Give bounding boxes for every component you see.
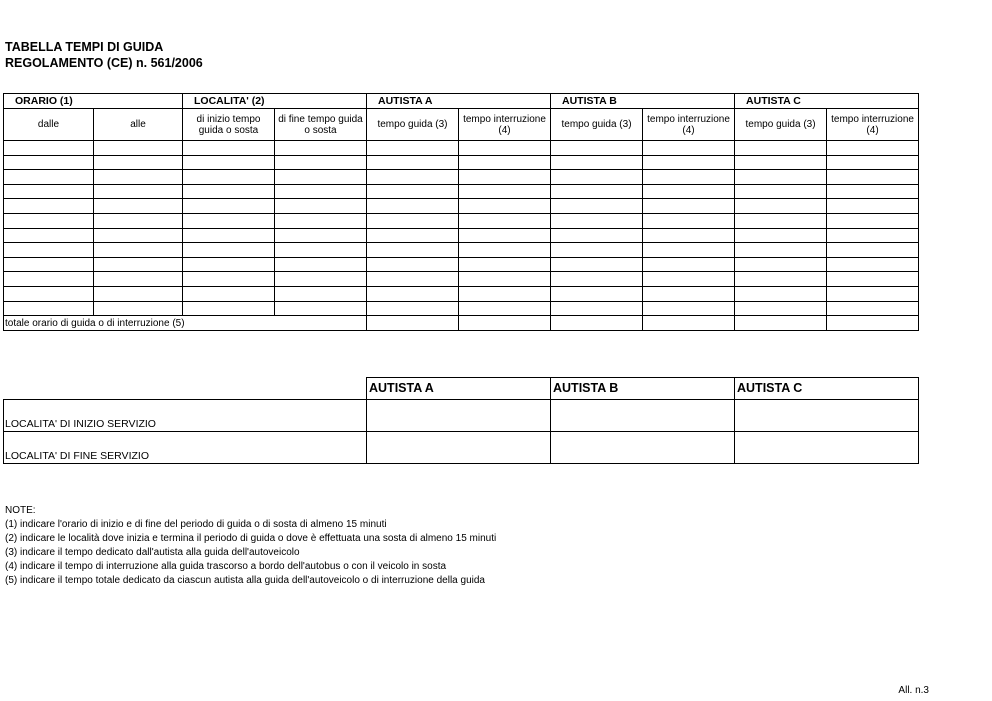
entry-cell[interactable] [735,286,827,301]
entry-cell[interactable] [183,141,275,156]
entry-cell[interactable] [827,170,919,185]
total-cell[interactable] [643,316,735,331]
entry-cell[interactable] [4,184,94,199]
entry-cell[interactable] [94,141,183,156]
entry-cell[interactable] [643,199,735,214]
entry-cell[interactable] [94,286,183,301]
entry-cell[interactable] [183,228,275,243]
entry-cell[interactable] [367,213,459,228]
entry-cell[interactable] [827,155,919,170]
notes-heading: NOTE: [5,505,36,516]
entry-cell[interactable] [551,228,643,243]
entry-cell[interactable] [275,272,367,287]
entry-row [4,228,919,243]
entry-cell[interactable] [275,301,367,316]
service-end-row [4,432,919,464]
total-label: totale orario di guida o di interruzione (5) [4,316,367,331]
column-header-dalle: dalle [4,109,94,141]
service-start-row [4,400,919,432]
note-item: (1) indicare l'orario di inizio e di fine del periodo di guida o di sosta di almeno 15 minuti [5,519,387,530]
column-header-b-tempo-interruzione: tempo interruzione (4) [643,109,735,141]
service-start-cell-a[interactable] [367,400,551,432]
entry-cell[interactable] [735,141,827,156]
entry-cell[interactable] [643,141,735,156]
entry-cell[interactable] [94,213,183,228]
entry-row [4,199,919,214]
entry-cell[interactable] [827,286,919,301]
entry-row [4,243,919,258]
entry-row [4,155,919,170]
entry-cell[interactable] [459,184,551,199]
entry-cell[interactable] [459,141,551,156]
entry-cell[interactable] [275,228,367,243]
entry-cell[interactable] [183,170,275,185]
total-cell[interactable] [551,316,643,331]
entry-cell[interactable] [183,286,275,301]
entry-cell[interactable] [551,243,643,258]
entry-cell[interactable] [643,170,735,185]
service-header-autista-b: AUTISTA B [551,378,735,400]
entry-cell[interactable] [367,155,459,170]
service-header-blank [4,378,367,400]
group-header-localita: LOCALITA' (2) [183,94,275,109]
entry-cell[interactable] [183,301,275,316]
entry-cell[interactable] [551,141,643,156]
column-header-c-tempo-guida: tempo guida (3) [735,109,827,141]
entry-cell[interactable] [4,228,94,243]
document-subtitle: REGOLAMENTO (CE) n. 561/2006 [5,56,203,70]
entry-cell[interactable] [367,286,459,301]
note-item: (2) indicare le località dove inizia e termina il periodo di guida o dove è effettuata una sosta di almeno 15 minuti [5,533,497,544]
column-header-localita-inizio: di inizio tempo guida o sosta [183,109,275,141]
document-title: TABELLA TEMPI DI GUIDA [5,40,164,54]
entry-cell[interactable] [183,272,275,287]
column-header-row [4,109,919,141]
entry-cell[interactable] [459,228,551,243]
entry-cell[interactable] [4,301,94,316]
entry-cell[interactable] [827,301,919,316]
entry-cell[interactable] [643,272,735,287]
entry-cell[interactable] [643,228,735,243]
entry-cell[interactable] [183,184,275,199]
entry-cell[interactable] [367,184,459,199]
entry-cell[interactable] [275,170,367,185]
group-header-row [4,94,919,109]
group-header-localita-spacer [275,94,367,109]
entry-cell[interactable] [4,257,94,272]
entry-cell[interactable] [459,199,551,214]
entry-row [4,286,919,301]
entry-cell[interactable] [183,213,275,228]
entry-cell[interactable] [275,243,367,258]
service-header-autista-c: AUTISTA C [735,378,919,400]
column-header-b-tempo-guida: tempo guida (3) [551,109,643,141]
entry-cell[interactable] [827,199,919,214]
entry-cell[interactable] [275,213,367,228]
entry-cell[interactable] [827,228,919,243]
entry-cell[interactable] [551,170,643,185]
total-cell[interactable] [735,316,827,331]
entry-cell[interactable] [643,301,735,316]
column-header-alle: alle [94,109,183,141]
group-header-orario: ORARIO (1) [4,94,183,109]
entry-cell[interactable] [183,243,275,258]
entry-cell[interactable] [4,272,94,287]
group-header-autista-b: AUTISTA B [551,94,735,109]
entry-cell[interactable] [551,213,643,228]
column-header-a-tempo-guida: tempo guida (3) [367,109,459,141]
entry-cell[interactable] [551,286,643,301]
entry-cell[interactable] [643,243,735,258]
note-item: (5) indicare il tempo totale dedicato da ciascun autista alla guida dell'autoveicolo o di interruzione della guida [5,575,485,586]
column-header-localita-fine: di fine tempo guida o sosta [275,109,367,141]
entry-row [4,301,919,316]
entry-cell[interactable] [4,170,94,185]
entry-cell[interactable] [4,141,94,156]
service-start-label: LOCALITA' DI INIZIO SERVIZIO [4,400,367,432]
entry-cell[interactable] [827,243,919,258]
entry-cell[interactable] [367,141,459,156]
service-locations-table [3,377,919,464]
entry-row [4,141,919,156]
entry-cell[interactable] [367,257,459,272]
entry-cell[interactable] [4,213,94,228]
entry-cell[interactable] [551,155,643,170]
entry-cell[interactable] [643,155,735,170]
entry-cell[interactable] [459,170,551,185]
entry-cell[interactable] [183,155,275,170]
entry-cell[interactable] [367,199,459,214]
entry-cell[interactable] [275,286,367,301]
entry-row [4,272,919,287]
entry-cell[interactable] [367,170,459,185]
entry-cell[interactable] [643,257,735,272]
service-header-row [4,378,919,400]
entry-cell[interactable] [735,170,827,185]
entry-cell[interactable] [735,199,827,214]
entry-cell[interactable] [643,286,735,301]
entry-cell[interactable] [4,155,94,170]
entry-cell[interactable] [275,155,367,170]
entry-cell[interactable] [735,213,827,228]
entry-cell[interactable] [827,257,919,272]
entry-cell[interactable] [735,184,827,199]
group-header-autista-c: AUTISTA C [735,94,919,109]
entry-cell[interactable] [94,243,183,258]
entry-cell[interactable] [551,199,643,214]
entry-cell[interactable] [827,272,919,287]
entry-cell[interactable] [367,272,459,287]
service-header-autista-a: AUTISTA A [367,378,551,400]
entry-cell[interactable] [367,228,459,243]
column-header-c-tempo-interruzione: tempo interruzione (4) [827,109,919,141]
total-cell[interactable] [827,316,919,331]
entry-cell[interactable] [643,184,735,199]
entry-cell[interactable] [275,184,367,199]
entry-cell[interactable] [459,272,551,287]
total-row [4,316,919,331]
entry-cell[interactable] [735,243,827,258]
notes-section [5,504,496,588]
attachment-number: All. n.3 [898,685,929,696]
service-end-cell-a[interactable] [367,432,551,464]
entry-cell[interactable] [735,257,827,272]
column-header-a-tempo-interruzione: tempo interruzione (4) [459,109,551,141]
group-header-autista-a: AUTISTA A [367,94,551,109]
entry-row [4,184,919,199]
total-cell[interactable] [367,316,459,331]
entry-cell[interactable] [459,213,551,228]
entry-cell[interactable] [94,272,183,287]
entry-cell[interactable] [94,228,183,243]
entry-cell[interactable] [275,141,367,156]
entry-cell[interactable] [551,184,643,199]
entry-cell[interactable] [4,243,94,258]
entry-cell[interactable] [551,257,643,272]
service-start-cell-b[interactable] [551,400,735,432]
total-cell[interactable] [459,316,551,331]
entry-cell[interactable] [367,301,459,316]
entry-cell[interactable] [183,257,275,272]
entry-cell[interactable] [275,199,367,214]
entry-cell[interactable] [367,243,459,258]
note-item: (3) indicare il tempo dedicato dall'autista alla guida dell'autoveicolo [5,547,300,558]
entry-cell[interactable] [459,301,551,316]
entry-cell[interactable] [551,272,643,287]
entry-cell[interactable] [459,243,551,258]
entry-cell[interactable] [94,184,183,199]
entry-cell[interactable] [4,199,94,214]
entry-cell[interactable] [94,155,183,170]
entry-row [4,257,919,272]
entry-cell[interactable] [827,213,919,228]
entry-cell[interactable] [94,257,183,272]
entry-cell[interactable] [643,213,735,228]
entry-cell[interactable] [735,272,827,287]
note-item: (4) indicare il tempo di interruzione alla guida trascorso a bordo dell'autobus o con il veicolo in sosta [5,561,447,572]
service-end-label: LOCALITA' DI FINE SERVIZIO [4,432,367,464]
entry-cell[interactable] [94,199,183,214]
entry-cell[interactable] [459,257,551,272]
service-start-cell-c[interactable] [735,400,919,432]
entry-cell[interactable] [94,301,183,316]
entry-cell[interactable] [459,155,551,170]
driving-times-table [3,93,919,331]
service-end-cell-c[interactable] [735,432,919,464]
entry-cell[interactable] [275,257,367,272]
entry-cell[interactable] [183,199,275,214]
entry-row [4,170,919,185]
entry-cell[interactable] [551,301,643,316]
entry-row [4,213,919,228]
entry-cell[interactable] [735,155,827,170]
entry-cell[interactable] [459,286,551,301]
entry-cell[interactable] [94,170,183,185]
service-end-cell-b[interactable] [551,432,735,464]
entry-cell[interactable] [4,286,94,301]
entry-cell[interactable] [827,141,919,156]
entry-cell[interactable] [735,228,827,243]
entry-cell[interactable] [735,301,827,316]
entry-cell[interactable] [827,184,919,199]
